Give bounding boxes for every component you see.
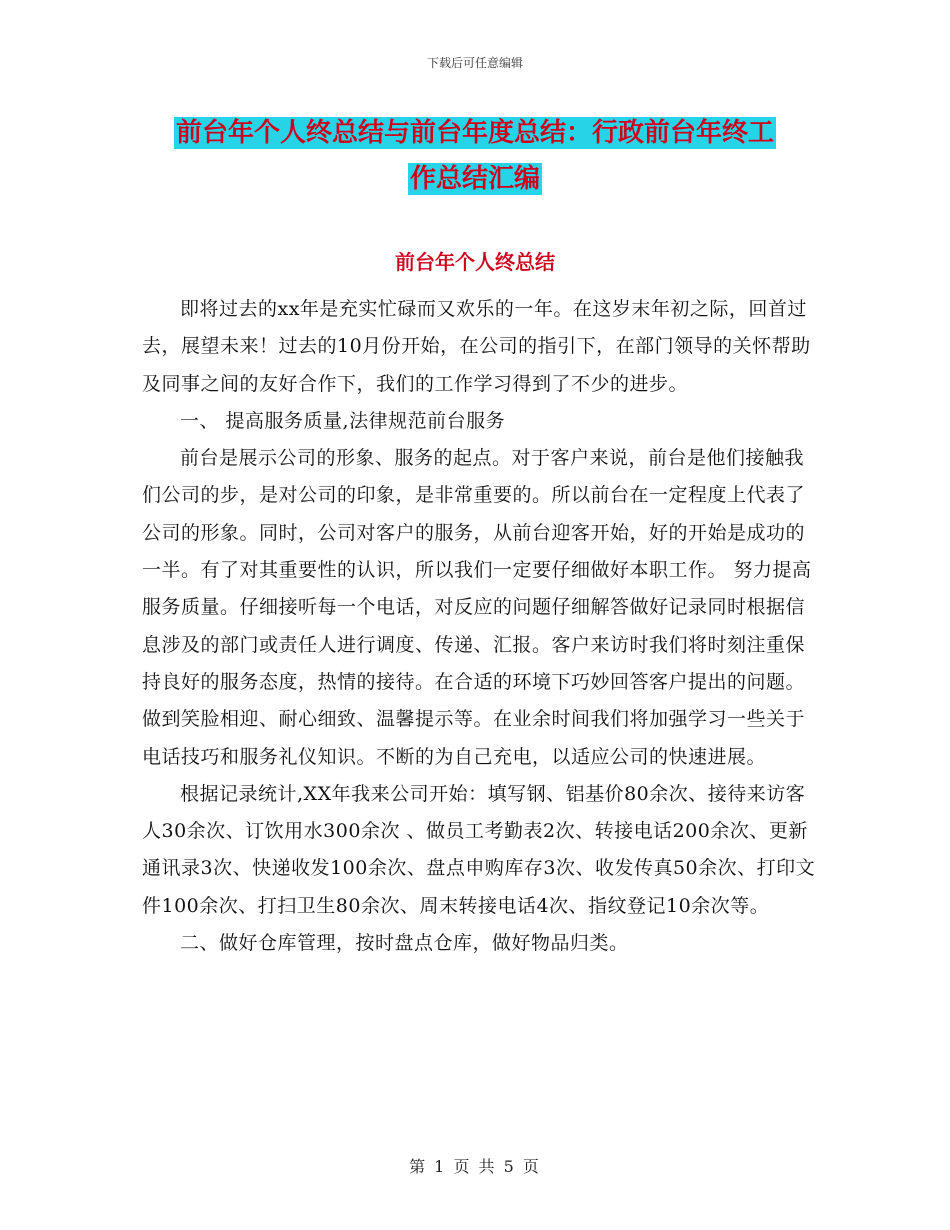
paragraph-heading-1: 一、 提高服务质量,法律规范前台服务: [180, 409, 506, 432]
paragraph-front-desk: 前台是展示公司的形象、服务的起点。对于客户来说，前台是他们接触我们公司的步，是对公司的印象，是非常重要的。所以前台在一定程度上代表了公司的形象。同时，公司对客户的服务，从前台迎客开始，好的开始是成功的一半。有了对其重要性的认识，所以我们一定要仔细做好本职工作。 努力提高服务质量。仔细接听每一个电话，对反应的问题仔细解答做好记录同时根据信息涉及的部门或责任人进行调度、传递、汇报。客户来访时我们将时刻注重保持良好的服务态度，热情的接待。在合适的环境下巧妙回答客户提出的问题。做到笑脸相迎、耐心细致、温馨提示等。在业余时间我们将加强学习一些关于电话技巧和服务礼仪知识。不断的为自己充电，以适应公司的快速进展。: [142, 447, 812, 768]
document-title-line-1: 前台年个人终总结与前台年度总结：行政前台年终工: [175, 118, 774, 148]
document-title-line-2: 作总结汇编: [409, 164, 540, 194]
header-note: 下载后可任意编辑: [426, 56, 523, 70]
paragraph-statistics: 根据记录统计,XX年我来公司开始：填写钢、铝基价80余次、接待来访客人30余次、订饮用水300余次 、做员工考勤表2次、转接电话200余次、更新通讯录3次、快递收发100余次、盘点申购库存3次、收发传真50余次、打印文件100余次、打扫卫生80余次、周末转接电话4次、指纹登记10余次等。: [142, 782, 816, 917]
document-body: [142, 291, 818, 962]
page-number-footer: 第 1 页 共 5 页: [409, 1157, 541, 1176]
paragraph-heading-2: 二、做好仓库管理，按时盘点仓库，做好物品归类。: [180, 932, 629, 955]
section-title: 前台年个人终总结: [395, 250, 555, 274]
paragraph-intro: 即将过去的xx年是充实忙碌而又欢乐的一年。在这岁末年初之际，回首过去，展望未来！过去的10月份开始，在公司的指引下，在部门领导的关怀帮助及同事之间的友好合作下，我们的工作学习得到了不少的进步。: [142, 298, 811, 395]
document-title: [140, 110, 810, 202]
